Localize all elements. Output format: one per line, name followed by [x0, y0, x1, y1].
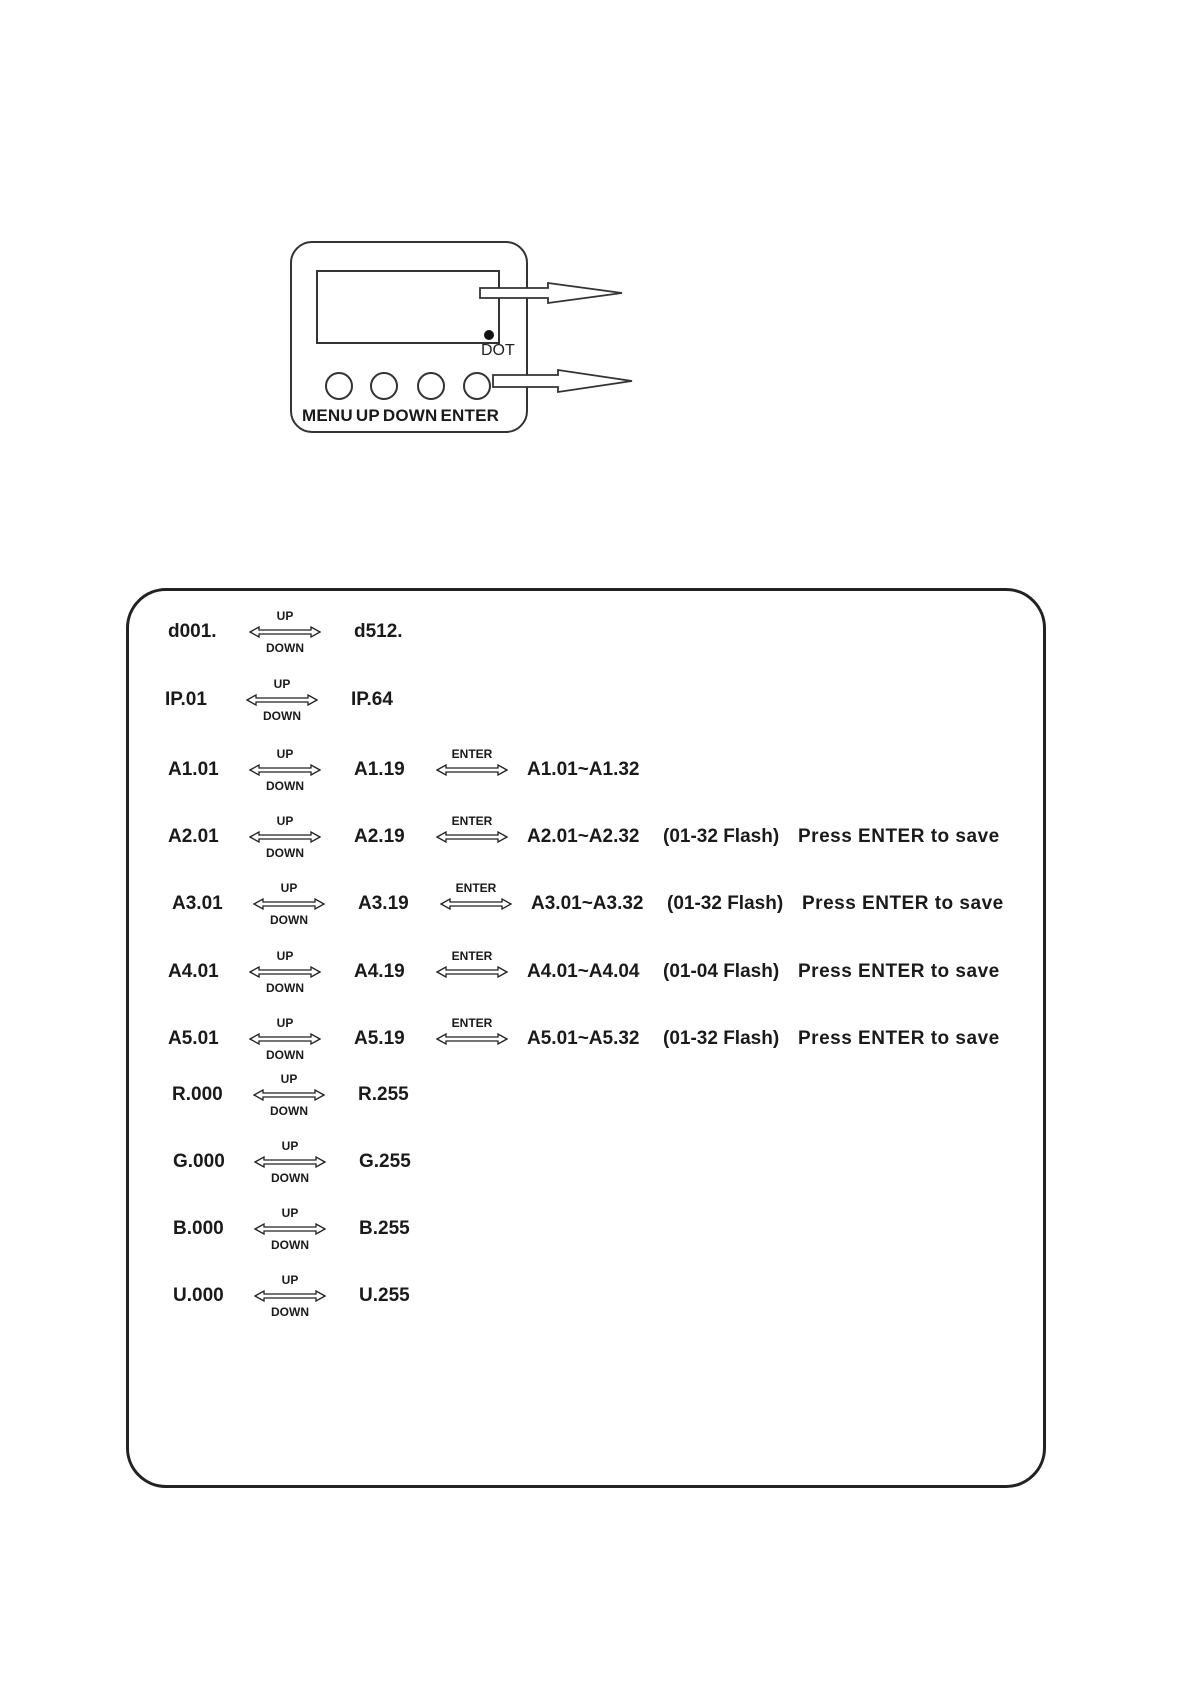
double-arrow-icon [436, 831, 508, 843]
row-flash-range: (01-04 Flash) [663, 961, 780, 982]
down-label: DOWN [266, 981, 304, 995]
row-flash-range: (01-32 Flash) [663, 1028, 780, 1049]
enter-arrow [438, 879, 514, 929]
down-label: DOWN [271, 1305, 309, 1319]
up-down-arrow [244, 675, 320, 725]
up-label: UP [281, 1139, 299, 1153]
up-label: UP [276, 747, 294, 761]
up-button-label: UP [355, 406, 380, 425]
row-start-value: IP.01 [165, 689, 207, 710]
row-end-value: G.255 [359, 1151, 411, 1172]
row-start-value: R.000 [172, 1084, 223, 1105]
menu-row [0, 1070, 1192, 1120]
down-label: DOWN [266, 846, 304, 860]
row-end-value: A3.19 [358, 893, 409, 914]
double-arrow-icon [254, 1223, 326, 1235]
enter-label: ENTER [451, 1016, 493, 1030]
double-arrow-icon [436, 764, 508, 776]
row-start-value: A1.01 [168, 759, 219, 780]
row-end-value: A4.19 [354, 961, 405, 982]
double-arrow-icon [436, 966, 508, 978]
up-down-arrow [247, 607, 323, 657]
menu-row [0, 947, 1192, 997]
double-arrow-icon [253, 898, 325, 910]
row-start-value: A2.01 [168, 826, 219, 847]
row-range: A3.01~A3.32 [531, 893, 644, 914]
up-label: UP [276, 1016, 294, 1030]
up-down-arrow [247, 745, 323, 795]
up-down-arrow [252, 1204, 328, 1254]
enter-arrow [434, 1014, 510, 1064]
double-arrow-icon [249, 764, 321, 776]
up-label: UP [273, 677, 291, 691]
up-down-arrow [251, 879, 327, 929]
down-label: DOWN [271, 1171, 309, 1185]
dot-label: DOT [481, 342, 515, 359]
down-button-label: DOWN [382, 406, 438, 425]
double-arrow-icon [249, 1033, 321, 1045]
row-save-hint: Press ENTER to save [798, 826, 1000, 847]
row-save-hint: Press ENTER to save [798, 1028, 1000, 1049]
up-label: UP [276, 949, 294, 963]
up-label: UP [281, 1206, 299, 1220]
row-end-value: U.255 [359, 1285, 410, 1306]
menu-row [0, 1014, 1192, 1064]
row-end-value: IP.64 [351, 689, 393, 710]
row-start-value: A3.01 [172, 893, 223, 914]
menu-row [0, 1137, 1192, 1187]
enter-label: ENTER [451, 747, 493, 761]
row-end-value: B.255 [359, 1218, 410, 1239]
enter-label: ENTER [451, 814, 493, 828]
down-label: DOWN [266, 641, 304, 655]
up-label: UP [281, 1273, 299, 1287]
menu-row [0, 812, 1192, 862]
up-down-arrow [251, 1070, 327, 1120]
row-save-hint: Press ENTER to save [802, 893, 1004, 914]
menu-row [0, 675, 1192, 725]
double-arrow-icon [246, 694, 318, 706]
callout-arrows [0, 0, 1192, 600]
row-end-value: A2.19 [354, 826, 405, 847]
double-arrow-icon [436, 1033, 508, 1045]
down-label: DOWN [266, 779, 304, 793]
up-label: UP [276, 609, 294, 623]
enter-arrow [434, 745, 510, 795]
row-end-value: A1.19 [354, 759, 405, 780]
enter-arrow [434, 947, 510, 997]
double-arrow-icon [440, 898, 512, 910]
double-arrow-icon [254, 1156, 326, 1168]
display-callout-arrow [480, 283, 622, 303]
up-down-arrow [247, 1014, 323, 1064]
double-arrow-icon [253, 1089, 325, 1101]
menu-row [0, 1204, 1192, 1254]
up-down-arrow [252, 1271, 328, 1321]
down-label: DOWN [270, 913, 308, 927]
menu-row [0, 745, 1192, 795]
row-end-value: A5.19 [354, 1028, 405, 1049]
row-range: A4.01~A4.04 [527, 961, 640, 982]
up-label: UP [280, 881, 298, 895]
menu-row [0, 607, 1192, 657]
row-range: A5.01~A5.32 [527, 1028, 640, 1049]
row-start-value: A5.01 [168, 1028, 219, 1049]
row-start-value: G.000 [173, 1151, 225, 1172]
up-down-arrow [252, 1137, 328, 1187]
up-label: UP [276, 814, 294, 828]
row-end-value: R.255 [358, 1084, 409, 1105]
down-label: DOWN [263, 709, 301, 723]
row-range: A1.01~A1.32 [527, 759, 640, 780]
up-label: UP [280, 1072, 298, 1086]
double-arrow-icon [249, 626, 321, 638]
double-arrow-icon [254, 1290, 326, 1302]
menu-button-label: MENU [302, 406, 353, 425]
enter-arrow [434, 812, 510, 862]
up-down-arrow [247, 947, 323, 997]
row-flash-range: (01-32 Flash) [667, 893, 784, 914]
row-start-value: B.000 [173, 1218, 224, 1239]
row-save-hint: Press ENTER to save [798, 961, 1000, 982]
up-down-arrow [247, 812, 323, 862]
enter-label: ENTER [455, 881, 497, 895]
row-end-value: d512. [354, 621, 403, 642]
enter-label: ENTER [451, 949, 493, 963]
row-start-value: A4.01 [168, 961, 219, 982]
row-start-value: U.000 [173, 1285, 224, 1306]
down-label: DOWN [270, 1104, 308, 1118]
double-arrow-icon [249, 831, 321, 843]
menu-row [0, 1271, 1192, 1321]
enter-button-label: ENTER [440, 406, 500, 425]
down-label: DOWN [266, 1048, 304, 1062]
buttons-callout-arrow [493, 370, 632, 392]
down-label: DOWN [271, 1238, 309, 1252]
menu-row [0, 879, 1192, 929]
row-flash-range: (01-32 Flash) [663, 826, 780, 847]
row-range: A2.01~A2.32 [527, 826, 640, 847]
row-start-value: d001. [168, 621, 217, 642]
double-arrow-icon [249, 966, 321, 978]
